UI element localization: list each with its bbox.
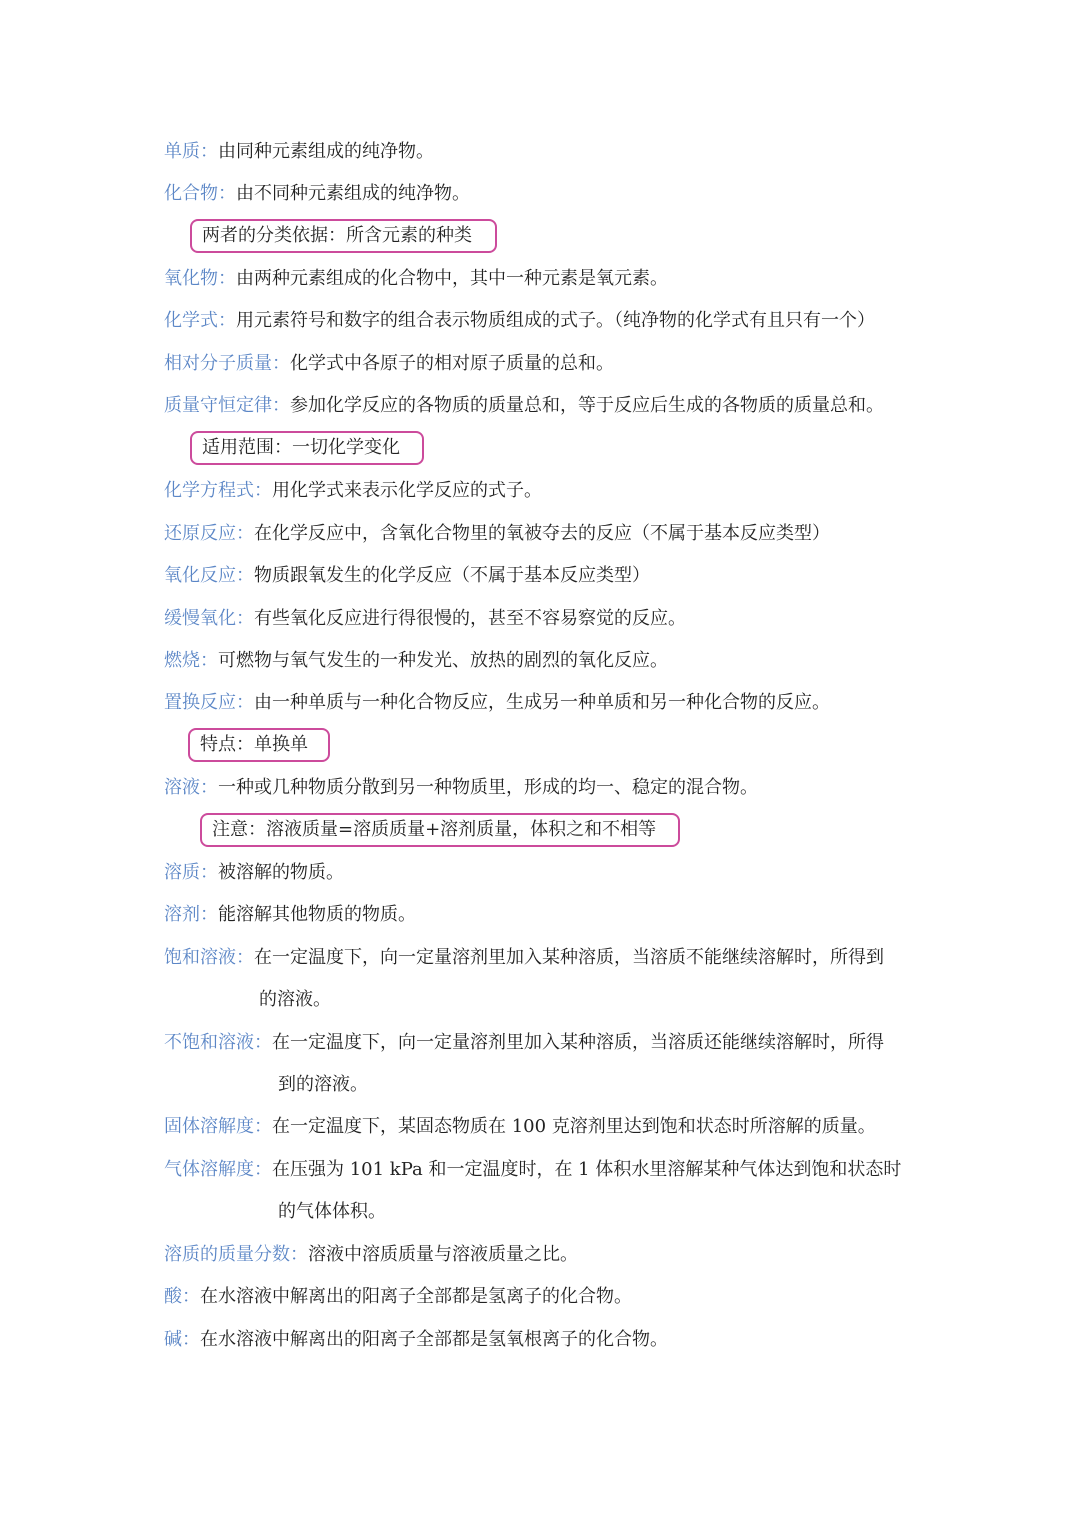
term: 固体溶解度： [164, 1116, 272, 1137]
definition: 在一定温度下，向一定量溶剂里加入某种溶质，当溶质还能继续溶解时，所得 [272, 1032, 884, 1053]
note-box: 特点：单换单 [188, 728, 330, 762]
definition-line [164, 947, 924, 969]
term: 置换反应： [164, 692, 254, 713]
term: 相对分子质量： [164, 353, 290, 374]
term: 氧化物： [164, 268, 236, 289]
term: 化合物： [164, 183, 236, 204]
definition-line [164, 692, 924, 714]
term: 燃烧： [164, 650, 218, 671]
definition-line [164, 1244, 924, 1266]
term: 溶质： [164, 862, 218, 883]
definition-line [164, 904, 924, 926]
definition-line [164, 862, 924, 884]
term: 单质： [164, 141, 218, 162]
definition: 在化学反应中，含氧化合物里的氧被夺去的反应（不属于基本反应类型） [254, 523, 830, 544]
term: 酸： [164, 1286, 200, 1307]
term: 溶液： [164, 777, 218, 798]
definition: 在水溶液中解离出的阳离子全部都是氢氧根离子的化合物。 [200, 1329, 668, 1350]
definition-line [164, 353, 924, 375]
definition-line [164, 183, 924, 205]
definition: 由不同种元素组成的纯净物。 [236, 183, 470, 204]
definition: 由两种元素组成的化合物中，其中一种元素是氧元素。 [236, 268, 668, 289]
definition: 参加化学反应的各物质的质量总和，等于反应后生成的各物质的质量总和。 [290, 395, 884, 416]
term: 化学方程式： [164, 480, 272, 501]
definition-continuation: 到的溶液。 [278, 1074, 368, 1095]
definition-line [164, 1286, 924, 1308]
definition-line [164, 777, 924, 799]
term: 气体溶解度： [164, 1159, 272, 1180]
term: 氧化反应： [164, 565, 254, 586]
term: 质量守恒定律： [164, 395, 290, 416]
term: 饱和溶液： [164, 947, 254, 968]
definition: 用化学式来表示化学反应的式子。 [272, 480, 542, 501]
note-box: 注意：溶液质量=溶质质量+溶剂质量，体积之和不相等 [200, 813, 680, 847]
definition-line [164, 1116, 924, 1138]
term: 碱： [164, 1329, 200, 1350]
term: 溶质的质量分数： [164, 1244, 308, 1265]
term: 缓慢氧化： [164, 608, 254, 629]
definition: 在水溶液中解离出的阳离子全部都是氢离子的化合物。 [200, 1286, 632, 1307]
definition-line [164, 650, 924, 672]
definition-line [164, 1159, 924, 1181]
definition-line [164, 395, 924, 417]
definition: 用元素符号和数字的组合表示物质组成的式子。（纯净物的化学式有且只有一个） [236, 310, 875, 331]
note-box: 两者的分类依据：所含元素的种类 [190, 219, 497, 253]
definition-line [164, 480, 924, 502]
term: 还原反应： [164, 523, 254, 544]
definition-line [164, 141, 924, 163]
definition: 被溶解的物质。 [218, 862, 344, 883]
definition: 在一定温度下，向一定量溶剂里加入某种溶质，当溶质不能继续溶解时，所得到 [254, 947, 884, 968]
definition: 有些氧化反应进行得很慢的，甚至不容易察觉的反应。 [254, 608, 686, 629]
definition: 溶液中溶质质量与溶液质量之比。 [308, 1244, 578, 1265]
term: 溶剂： [164, 904, 218, 925]
definition-continuation: 的溶液。 [259, 989, 331, 1010]
definition-line [164, 310, 924, 332]
definition: 可燃物与氧气发生的一种发光、放热的剧烈的氧化反应。 [218, 650, 668, 671]
note-box: 适用范围：一切化学变化 [190, 431, 424, 465]
definition: 在压强为 101 kPa 和一定温度时，在 1 体积水里溶解某种气体达到饱和状态时 [272, 1159, 902, 1180]
definition-line [164, 1329, 924, 1351]
definition: 化学式中各原子的相对原子质量的总和。 [290, 353, 614, 374]
definition-line [164, 523, 924, 545]
definition: 物质跟氧发生的化学反应（不属于基本反应类型） [254, 565, 650, 586]
definition: 在一定温度下，某固态物质在 100 克溶剂里达到饱和状态时所溶解的质量。 [272, 1116, 876, 1137]
definition-line [164, 268, 924, 290]
definition: 一种或几种物质分散到另一种物质里，形成的均一、稳定的混合物。 [218, 777, 758, 798]
definition-continuation: 的气体体积。 [278, 1201, 386, 1222]
definition-line [164, 1032, 924, 1054]
term: 不饱和溶液： [164, 1032, 272, 1053]
definition: 由同种元素组成的纯净物。 [218, 141, 434, 162]
definition-line [164, 565, 924, 587]
definition: 由一种单质与一种化合物反应，生成另一种单质和另一种化合物的反应。 [254, 692, 830, 713]
definition-line [164, 608, 924, 630]
term: 化学式： [164, 310, 236, 331]
definition: 能溶解其他物质的物质。 [218, 904, 416, 925]
